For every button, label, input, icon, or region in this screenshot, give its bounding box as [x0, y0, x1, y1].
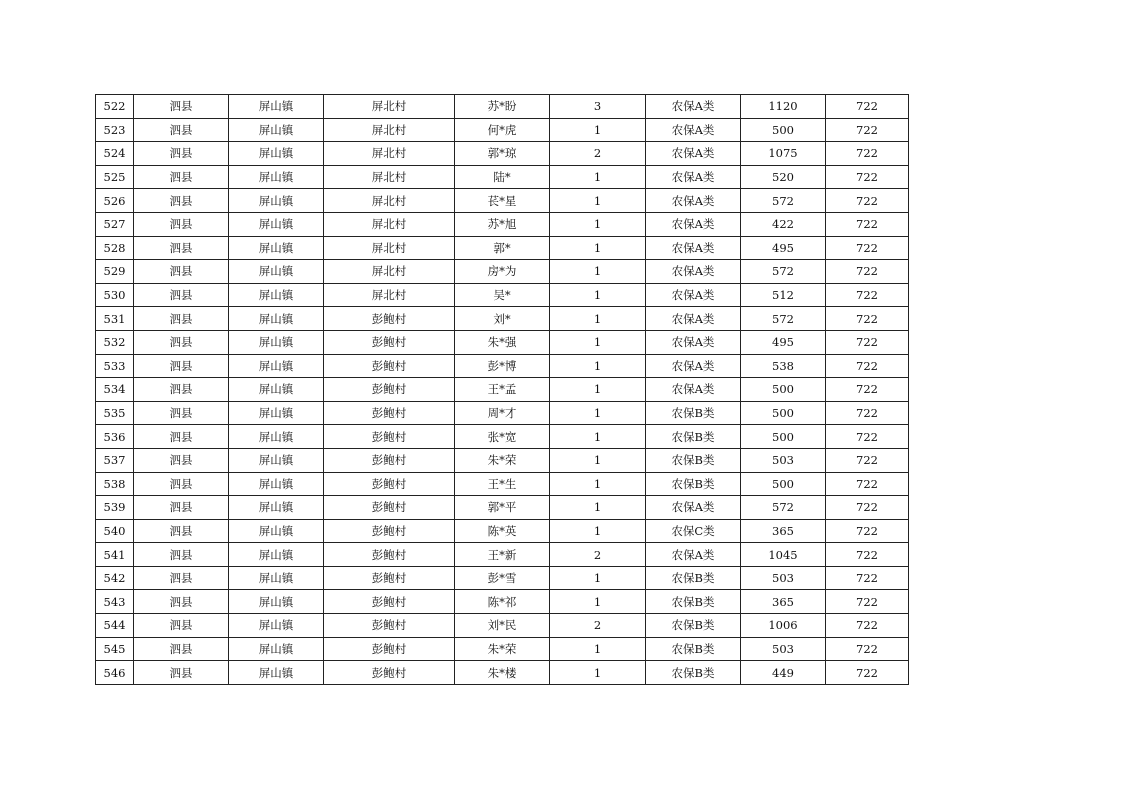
household-size-cell: 1 — [550, 118, 646, 142]
row-number-cell: 528 — [96, 236, 134, 260]
table-row — [96, 472, 909, 496]
row-number-cell: 539 — [96, 496, 134, 520]
county-cell: 泗县 — [134, 354, 229, 378]
table-row — [96, 307, 909, 331]
standard-cell: 722 — [826, 472, 909, 496]
name-cell: 刘* — [455, 307, 550, 331]
household-size-cell: 1 — [550, 448, 646, 472]
village-cell: 屏北村 — [324, 260, 455, 284]
row-number-cell: 533 — [96, 354, 134, 378]
town-cell: 屏山镇 — [229, 95, 324, 119]
standard-cell: 722 — [826, 236, 909, 260]
category-cell: 农保B类 — [646, 472, 741, 496]
village-cell: 彭鲍村 — [324, 378, 455, 402]
amount-cell: 572 — [741, 189, 826, 213]
name-cell: 朱*荣 — [455, 637, 550, 661]
county-cell: 泗县 — [134, 212, 229, 236]
row-number-cell: 527 — [96, 212, 134, 236]
village-cell: 屏北村 — [324, 189, 455, 213]
village-cell: 屏北村 — [324, 165, 455, 189]
amount-cell: 1006 — [741, 614, 826, 638]
table-row — [96, 661, 909, 685]
village-cell: 彭鲍村 — [324, 496, 455, 520]
amount-cell: 495 — [741, 236, 826, 260]
category-cell: 农保A类 — [646, 236, 741, 260]
village-cell: 彭鲍村 — [324, 519, 455, 543]
amount-cell: 365 — [741, 590, 826, 614]
village-cell: 屏北村 — [324, 236, 455, 260]
row-number-cell: 525 — [96, 165, 134, 189]
table-row — [96, 165, 909, 189]
name-cell: 苌*星 — [455, 189, 550, 213]
name-cell: 苏*盼 — [455, 95, 550, 119]
table-body — [96, 95, 909, 685]
household-size-cell: 1 — [550, 637, 646, 661]
county-cell: 泗县 — [134, 142, 229, 166]
name-cell: 朱*强 — [455, 330, 550, 354]
amount-cell: 503 — [741, 566, 826, 590]
category-cell: 农保B类 — [646, 566, 741, 590]
village-cell: 屏北村 — [324, 212, 455, 236]
household-size-cell: 2 — [550, 543, 646, 567]
village-cell: 彭鲍村 — [324, 566, 455, 590]
category-cell: 农保B类 — [646, 614, 741, 638]
county-cell: 泗县 — [134, 448, 229, 472]
table-row — [96, 378, 909, 402]
name-cell: 朱*荣 — [455, 448, 550, 472]
standard-cell: 722 — [826, 448, 909, 472]
village-cell: 彭鲍村 — [324, 330, 455, 354]
table-row — [96, 354, 909, 378]
village-cell: 屏北村 — [324, 118, 455, 142]
town-cell: 屏山镇 — [229, 401, 324, 425]
town-cell: 屏山镇 — [229, 614, 324, 638]
county-cell: 泗县 — [134, 283, 229, 307]
standard-cell: 722 — [826, 637, 909, 661]
row-number-cell: 526 — [96, 189, 134, 213]
table-row — [96, 566, 909, 590]
category-cell: 农保A类 — [646, 283, 741, 307]
household-size-cell: 1 — [550, 260, 646, 284]
row-number-cell: 538 — [96, 472, 134, 496]
village-cell: 彭鲍村 — [324, 354, 455, 378]
category-cell: 农保B类 — [646, 401, 741, 425]
county-cell: 泗县 — [134, 307, 229, 331]
village-cell: 彭鲍村 — [324, 448, 455, 472]
town-cell: 屏山镇 — [229, 165, 324, 189]
table-row — [96, 401, 909, 425]
household-size-cell: 1 — [550, 354, 646, 378]
village-cell: 屏北村 — [324, 283, 455, 307]
amount-cell: 512 — [741, 283, 826, 307]
household-size-cell: 1 — [550, 425, 646, 449]
name-cell: 郭* — [455, 236, 550, 260]
county-cell: 泗县 — [134, 496, 229, 520]
town-cell: 屏山镇 — [229, 307, 324, 331]
standard-cell: 722 — [826, 590, 909, 614]
row-number-cell: 545 — [96, 637, 134, 661]
county-cell: 泗县 — [134, 543, 229, 567]
name-cell: 郭*平 — [455, 496, 550, 520]
standard-cell: 722 — [826, 330, 909, 354]
amount-cell: 500 — [741, 378, 826, 402]
table-row — [96, 448, 909, 472]
village-cell: 彭鲍村 — [324, 307, 455, 331]
name-cell: 吴* — [455, 283, 550, 307]
household-size-cell: 1 — [550, 330, 646, 354]
town-cell: 屏山镇 — [229, 378, 324, 402]
town-cell: 屏山镇 — [229, 472, 324, 496]
standard-cell: 722 — [826, 118, 909, 142]
household-size-cell: 1 — [550, 212, 646, 236]
town-cell: 屏山镇 — [229, 189, 324, 213]
name-cell: 朱*楼 — [455, 661, 550, 685]
row-number-cell: 537 — [96, 448, 134, 472]
amount-cell: 572 — [741, 260, 826, 284]
town-cell: 屏山镇 — [229, 118, 324, 142]
amount-cell: 503 — [741, 448, 826, 472]
village-cell: 屏北村 — [324, 142, 455, 166]
standard-cell: 722 — [826, 661, 909, 685]
standard-cell: 722 — [826, 496, 909, 520]
town-cell: 屏山镇 — [229, 661, 324, 685]
row-number-cell: 536 — [96, 425, 134, 449]
standard-cell: 722 — [826, 566, 909, 590]
household-size-cell: 1 — [550, 590, 646, 614]
table-row — [96, 236, 909, 260]
category-cell: 农保B类 — [646, 661, 741, 685]
row-number-cell: 542 — [96, 566, 134, 590]
village-cell: 彭鲍村 — [324, 401, 455, 425]
county-cell: 泗县 — [134, 472, 229, 496]
household-size-cell: 1 — [550, 189, 646, 213]
category-cell: 农保A类 — [646, 95, 741, 119]
amount-cell: 572 — [741, 496, 826, 520]
county-cell: 泗县 — [134, 189, 229, 213]
category-cell: 农保A类 — [646, 378, 741, 402]
household-size-cell: 1 — [550, 236, 646, 260]
name-cell: 彭*博 — [455, 354, 550, 378]
standard-cell: 722 — [826, 283, 909, 307]
village-cell: 彭鲍村 — [324, 543, 455, 567]
household-size-cell: 1 — [550, 307, 646, 331]
name-cell: 张*宽 — [455, 425, 550, 449]
amount-cell: 422 — [741, 212, 826, 236]
category-cell: 农保A类 — [646, 165, 741, 189]
county-cell: 泗县 — [134, 519, 229, 543]
name-cell: 刘*民 — [455, 614, 550, 638]
county-cell: 泗县 — [134, 401, 229, 425]
household-size-cell: 1 — [550, 401, 646, 425]
standard-cell: 722 — [826, 543, 909, 567]
county-cell: 泗县 — [134, 614, 229, 638]
amount-cell: 365 — [741, 519, 826, 543]
county-cell: 泗县 — [134, 165, 229, 189]
category-cell: 农保A类 — [646, 307, 741, 331]
table-row — [96, 637, 909, 661]
standard-cell: 722 — [826, 95, 909, 119]
town-cell: 屏山镇 — [229, 236, 324, 260]
amount-cell: 500 — [741, 118, 826, 142]
standard-cell: 722 — [826, 401, 909, 425]
name-cell: 周*才 — [455, 401, 550, 425]
town-cell: 屏山镇 — [229, 496, 324, 520]
table-row — [96, 283, 909, 307]
row-number-cell: 535 — [96, 401, 134, 425]
town-cell: 屏山镇 — [229, 212, 324, 236]
row-number-cell: 522 — [96, 95, 134, 119]
category-cell: 农保B类 — [646, 425, 741, 449]
village-cell: 彭鲍村 — [324, 661, 455, 685]
category-cell: 农保B类 — [646, 590, 741, 614]
name-cell: 何*虎 — [455, 118, 550, 142]
standard-cell: 722 — [826, 378, 909, 402]
county-cell: 泗县 — [134, 566, 229, 590]
table-row — [96, 425, 909, 449]
category-cell: 农保B类 — [646, 448, 741, 472]
town-cell: 屏山镇 — [229, 519, 324, 543]
row-number-cell: 524 — [96, 142, 134, 166]
name-cell: 郭*琼 — [455, 142, 550, 166]
table-row — [96, 189, 909, 213]
household-size-cell: 1 — [550, 566, 646, 590]
amount-cell: 500 — [741, 425, 826, 449]
town-cell: 屏山镇 — [229, 543, 324, 567]
town-cell: 屏山镇 — [229, 330, 324, 354]
standard-cell: 722 — [826, 425, 909, 449]
row-number-cell: 540 — [96, 519, 134, 543]
county-cell: 泗县 — [134, 118, 229, 142]
name-cell: 陈*祁 — [455, 590, 550, 614]
row-number-cell: 530 — [96, 283, 134, 307]
village-cell: 彭鲍村 — [324, 590, 455, 614]
category-cell: 农保A类 — [646, 330, 741, 354]
table-row — [96, 614, 909, 638]
name-cell: 苏*旭 — [455, 212, 550, 236]
row-number-cell: 532 — [96, 330, 134, 354]
table-row — [96, 212, 909, 236]
household-size-cell: 3 — [550, 95, 646, 119]
standard-cell: 722 — [826, 614, 909, 638]
table-row — [96, 142, 909, 166]
town-cell: 屏山镇 — [229, 142, 324, 166]
household-size-cell: 2 — [550, 142, 646, 166]
amount-cell: 1075 — [741, 142, 826, 166]
category-cell: 农保B类 — [646, 637, 741, 661]
data-table — [95, 94, 909, 685]
name-cell: 陈*英 — [455, 519, 550, 543]
table-row — [96, 330, 909, 354]
row-number-cell: 534 — [96, 378, 134, 402]
household-size-cell: 2 — [550, 614, 646, 638]
table-row — [96, 496, 909, 520]
town-cell: 屏山镇 — [229, 283, 324, 307]
category-cell: 农保A类 — [646, 496, 741, 520]
category-cell: 农保A类 — [646, 142, 741, 166]
standard-cell: 722 — [826, 354, 909, 378]
household-size-cell: 1 — [550, 496, 646, 520]
category-cell: 农保A类 — [646, 212, 741, 236]
row-number-cell: 541 — [96, 543, 134, 567]
row-number-cell: 544 — [96, 614, 134, 638]
name-cell: 彭*雪 — [455, 566, 550, 590]
standard-cell: 722 — [826, 519, 909, 543]
county-cell: 泗县 — [134, 330, 229, 354]
town-cell: 屏山镇 — [229, 590, 324, 614]
table-row — [96, 519, 909, 543]
name-cell: 陆* — [455, 165, 550, 189]
household-size-cell: 1 — [550, 661, 646, 685]
county-cell: 泗县 — [134, 637, 229, 661]
village-cell: 彭鲍村 — [324, 614, 455, 638]
standard-cell: 722 — [826, 212, 909, 236]
standard-cell: 722 — [826, 189, 909, 213]
town-cell: 屏山镇 — [229, 260, 324, 284]
village-cell: 彭鲍村 — [324, 472, 455, 496]
standard-cell: 722 — [826, 165, 909, 189]
amount-cell: 503 — [741, 637, 826, 661]
county-cell: 泗县 — [134, 661, 229, 685]
county-cell: 泗县 — [134, 425, 229, 449]
amount-cell: 500 — [741, 401, 826, 425]
name-cell: 王*生 — [455, 472, 550, 496]
name-cell: 王*新 — [455, 543, 550, 567]
table-row — [96, 260, 909, 284]
county-cell: 泗县 — [134, 260, 229, 284]
county-cell: 泗县 — [134, 378, 229, 402]
row-number-cell: 523 — [96, 118, 134, 142]
amount-cell: 538 — [741, 354, 826, 378]
amount-cell: 500 — [741, 472, 826, 496]
village-cell: 彭鲍村 — [324, 637, 455, 661]
household-size-cell: 1 — [550, 378, 646, 402]
town-cell: 屏山镇 — [229, 354, 324, 378]
amount-cell: 572 — [741, 307, 826, 331]
standard-cell: 722 — [826, 142, 909, 166]
county-cell: 泗县 — [134, 236, 229, 260]
category-cell: 农保A类 — [646, 189, 741, 213]
town-cell: 屏山镇 — [229, 448, 324, 472]
town-cell: 屏山镇 — [229, 425, 324, 449]
row-number-cell: 529 — [96, 260, 134, 284]
household-size-cell: 1 — [550, 519, 646, 543]
table-row — [96, 590, 909, 614]
village-cell: 彭鲍村 — [324, 425, 455, 449]
standard-cell: 722 — [826, 260, 909, 284]
row-number-cell: 531 — [96, 307, 134, 331]
amount-cell: 1045 — [741, 543, 826, 567]
category-cell: 农保A类 — [646, 260, 741, 284]
village-cell: 屏北村 — [324, 95, 455, 119]
table-row — [96, 118, 909, 142]
row-number-cell: 546 — [96, 661, 134, 685]
county-cell: 泗县 — [134, 95, 229, 119]
standard-cell: 722 — [826, 307, 909, 331]
amount-cell: 495 — [741, 330, 826, 354]
name-cell: 房*为 — [455, 260, 550, 284]
amount-cell: 449 — [741, 661, 826, 685]
county-cell: 泗县 — [134, 590, 229, 614]
category-cell: 农保C类 — [646, 519, 741, 543]
category-cell: 农保A类 — [646, 118, 741, 142]
category-cell: 农保A类 — [646, 354, 741, 378]
table-row — [96, 543, 909, 567]
household-size-cell: 1 — [550, 165, 646, 189]
amount-cell: 520 — [741, 165, 826, 189]
table-row — [96, 95, 909, 119]
name-cell: 王*孟 — [455, 378, 550, 402]
row-number-cell: 543 — [96, 590, 134, 614]
category-cell: 农保A类 — [646, 543, 741, 567]
household-size-cell: 1 — [550, 283, 646, 307]
town-cell: 屏山镇 — [229, 566, 324, 590]
household-size-cell: 1 — [550, 472, 646, 496]
amount-cell: 1120 — [741, 95, 826, 119]
town-cell: 屏山镇 — [229, 637, 324, 661]
